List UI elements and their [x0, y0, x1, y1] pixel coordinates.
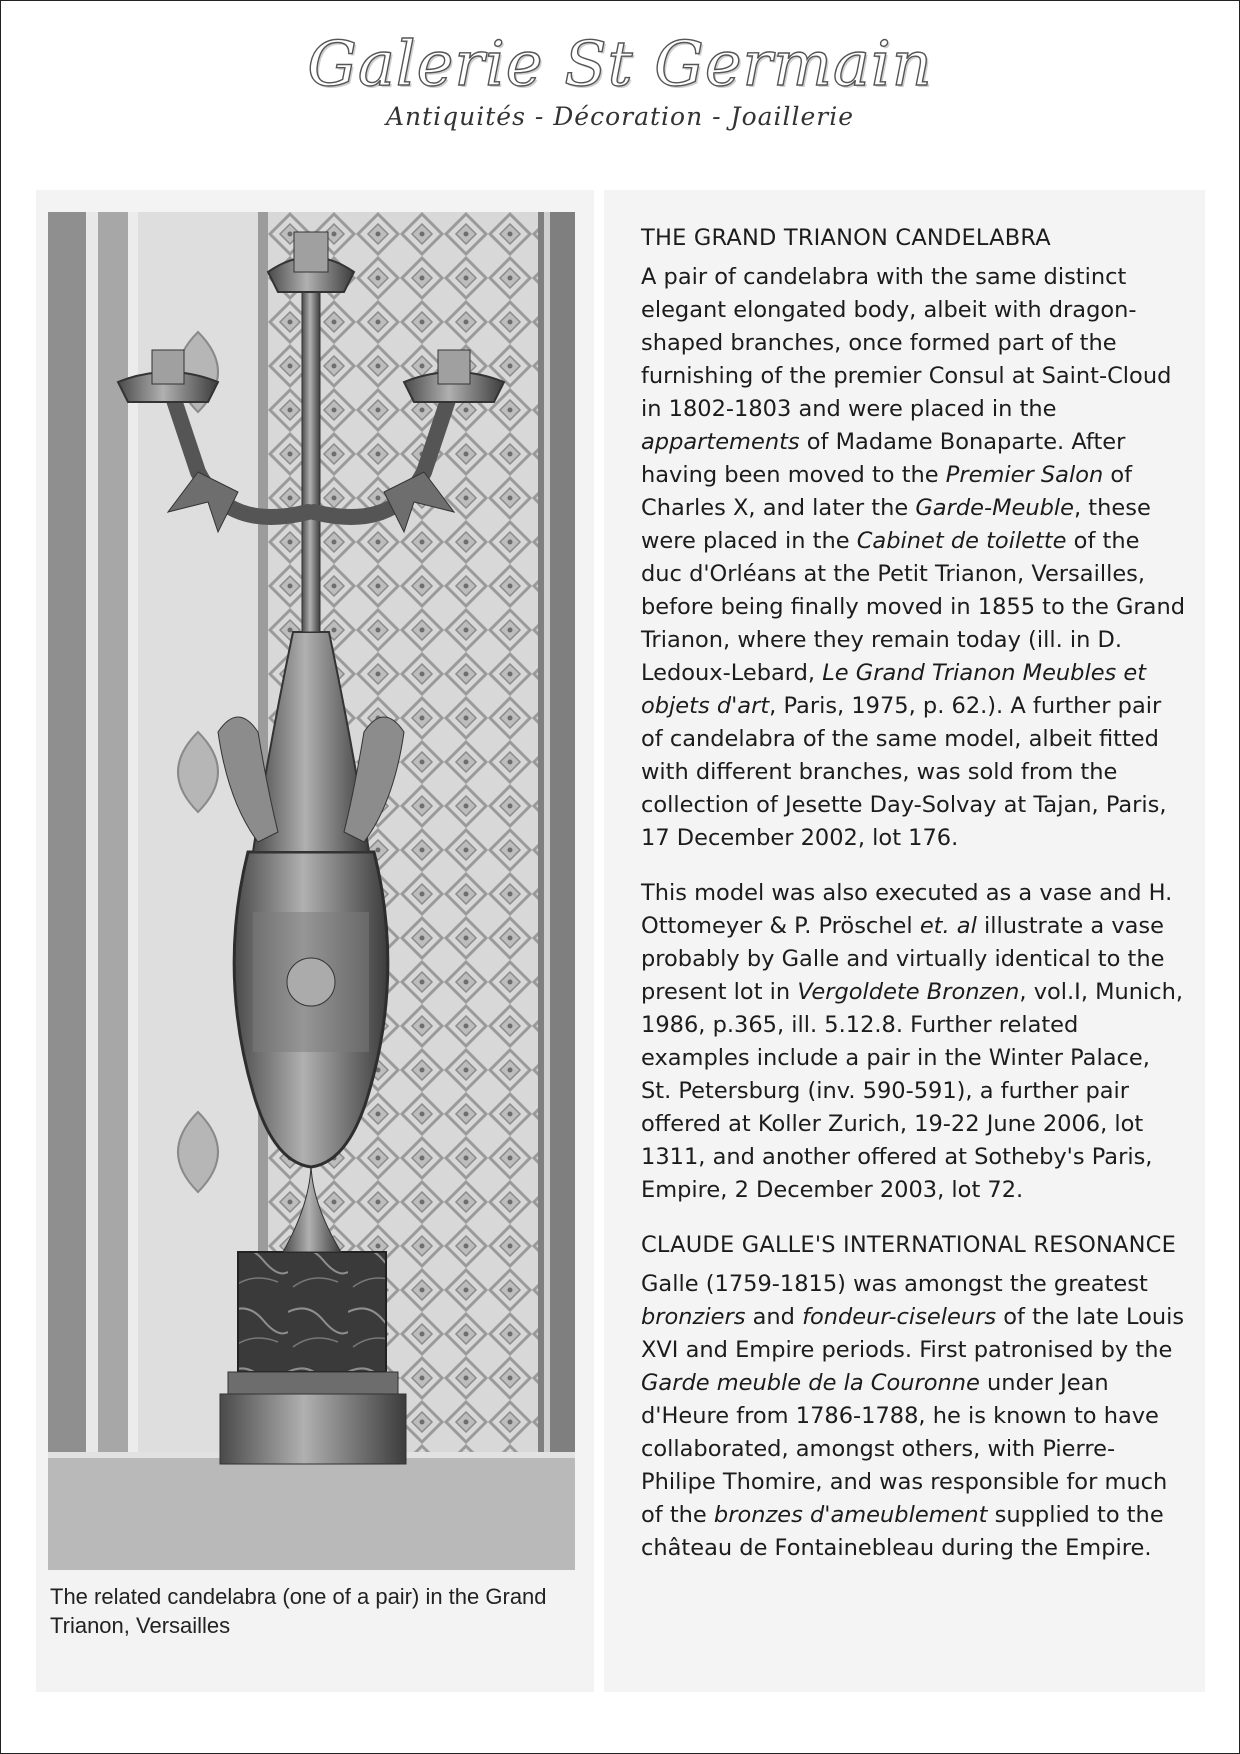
italic-term: Cabinet de toilette: [856, 528, 1067, 554]
text-run: , these were placed in the: [641, 495, 1151, 554]
text-run: of the duc d'Orléans at the Petit Trianon, Versailles, before being finally moved in 1855 to the Grand Trianon, where they remain today (ill. in D. Ledoux-Lebard,: [641, 528, 1186, 686]
italic-term: Vergoldete Bronzen: [797, 979, 1020, 1005]
text-run: of Madame Bonaparte. After having been moved to the: [641, 429, 1126, 488]
italic-term: fondeur-ciseleurs: [802, 1304, 997, 1330]
text-run: , Paris, 1975, p. 62.). A further pair of candelabra of the same model, albeit fitted with different branches, was sold from the collection of Jesette Day-Solvay at Tajan, Paris, 17 December 2002, lot 176.: [641, 693, 1167, 851]
article-body: [641, 222, 1186, 1565]
candelabrum-photo: [48, 212, 575, 1570]
candelabrum-illustration: [48, 212, 575, 1570]
italic-term: appartements: [641, 429, 800, 455]
section-heading-galle: CLAUDE GALLE'S INTERNATIONAL RESONANCE: [641, 1232, 1177, 1258]
brand-tagline: Antiquités - Décoration - Joaillerie: [385, 102, 855, 132]
brand-logo: [0, 27, 1240, 132]
italic-term: bronzes d'ameublement: [713, 1502, 988, 1528]
text-run: , vol.I, Munich, 1986, p.365, ill. 5.12.8. Further related examples include a pair in the Winter Palace, St. Petersburg (inv. 590-591), a further pair offered at Koller Zurich, 19-22 June 2006, lot 1311, and another offered at Sotheby's Paris, Empire, 2 December 2003, lot 72.: [641, 979, 1184, 1203]
section-heading-candelabra: THE GRAND TRIANON CANDELABRA: [641, 225, 1051, 251]
text-run: of Charles X, and later the: [641, 462, 1133, 521]
italic-term: Garde-Meuble: [915, 495, 1074, 521]
text-run: supplied to the château de Fontainebleau during the Empire.: [641, 1502, 1164, 1561]
text-run: under Jean d'Heure from 1786-1788, he is known to have collaborated, amongst others, with Pierre-Philipe Thomire, and was responsible for much of the: [641, 1370, 1168, 1528]
italic-term: Le Grand Trianon Meubles et objets d'art: [641, 660, 1147, 719]
text-run: of the late Louis XVI and Empire periods. First patronised by the: [641, 1304, 1185, 1363]
italic-term: bronziers: [641, 1304, 746, 1330]
text-run: A pair of candelabra with the same distinct elegant elongated body, albeit with dragon-shaped branches, once formed part of the furnishing of the premier Consul at Saint-Cloud in 1802-1803 and were placed in the: [641, 264, 1172, 422]
paragraph-galle-biography: [641, 1268, 1186, 1565]
italic-term: Garde meuble de la Couronne: [641, 1370, 980, 1396]
italic-term: et. al: [919, 913, 977, 939]
text-run: and: [745, 1304, 803, 1330]
brand-name: Galerie St Germain: [307, 27, 933, 100]
italic-term: Premier Salon: [945, 462, 1104, 488]
text-run: Galle (1759-1815) was amongst the greatest: [641, 1271, 1148, 1297]
text-run: illustrate a vase probably by Galle and virtually identical to the present lot in: [641, 913, 1165, 1005]
text-run: This model was also executed as a vase and H. Ottomeyer & P. Pröschel: [641, 880, 1173, 939]
paragraph-vase-model: [641, 877, 1186, 1207]
figure-caption: The related candelabra (one of a pair) in the Grand Trianon, Versailles: [50, 1584, 547, 1638]
paragraph-candelabra-history: [641, 261, 1186, 855]
